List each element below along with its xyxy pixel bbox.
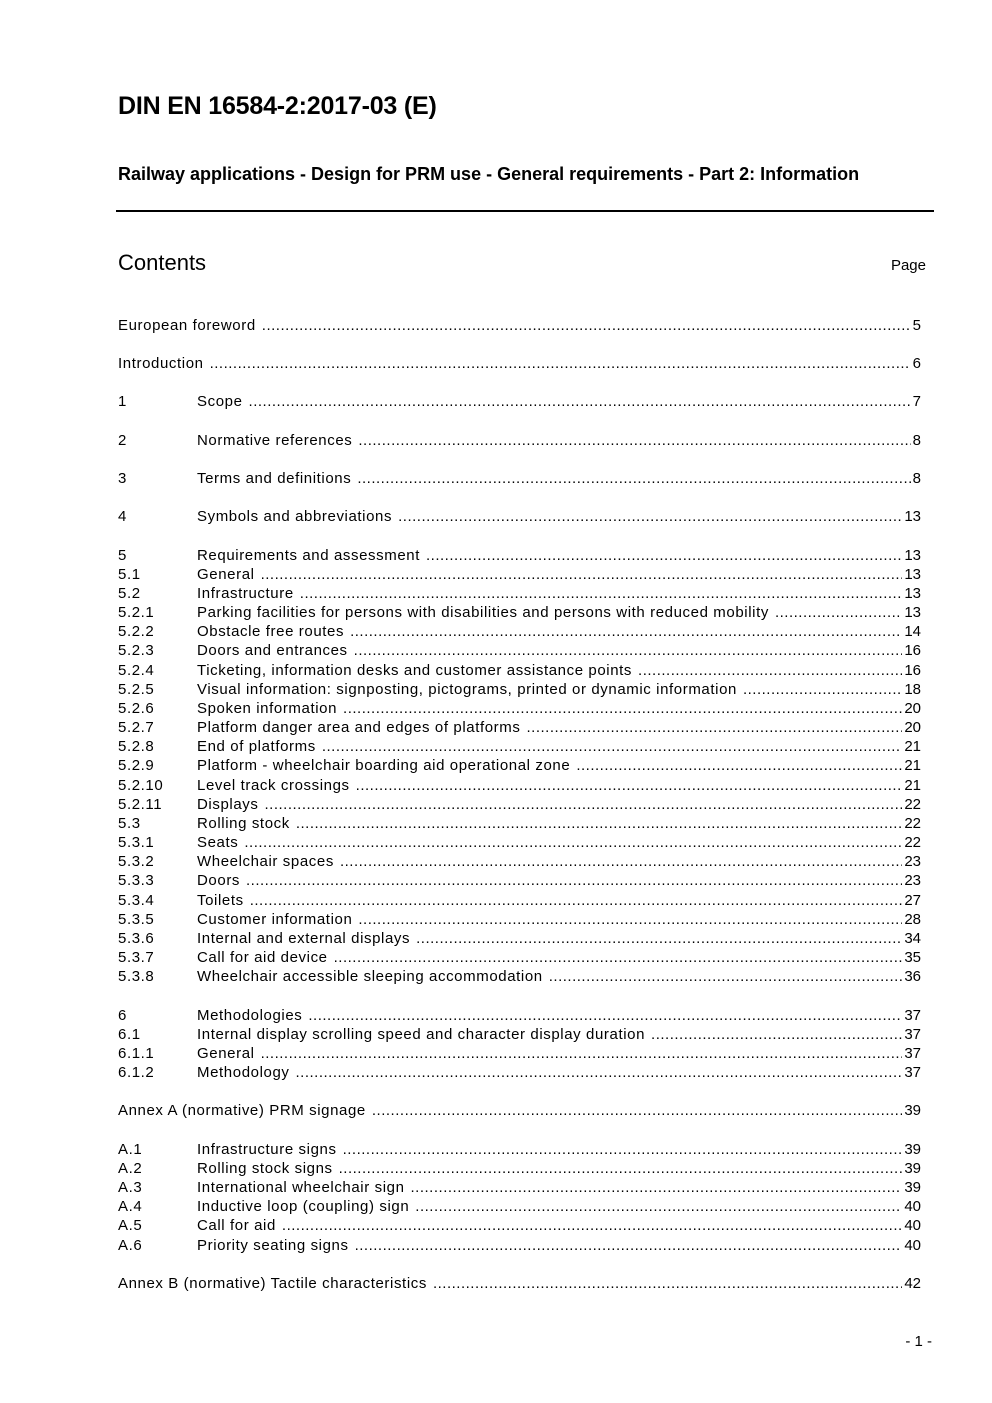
toc-entry-2[interactable] xyxy=(118,431,921,450)
toc-entry-5-3-1[interactable] xyxy=(118,833,921,852)
toc-dot-leader xyxy=(282,1216,902,1235)
toc-entry-number: 6 xyxy=(118,1007,127,1024)
toc-entry-title: Normative references xyxy=(197,432,353,449)
toc-entry-5-3-8[interactable] xyxy=(118,967,921,986)
toc-entry-title: Platform danger area and edges of platforms xyxy=(197,719,521,736)
toc-dot-leader xyxy=(357,469,910,488)
toc-entry-title: Introduction xyxy=(118,355,204,372)
toc-entry-title: Visual information: signposting, pictograms, printed or dynamic information xyxy=(197,681,737,698)
toc-entry-title: General xyxy=(197,566,255,583)
toc-entry-page: 13 xyxy=(904,585,921,602)
toc-entry-5-2-11[interactable] xyxy=(118,795,921,814)
toc-dot-leader xyxy=(340,852,902,871)
toc-entry-page: 5 xyxy=(912,317,921,334)
toc-entry-page: 40 xyxy=(904,1217,921,1234)
toc-entry-title: Infrastructure xyxy=(197,585,294,602)
toc-entry-title: Obstacle free routes xyxy=(197,623,345,640)
toc-dot-leader xyxy=(262,316,911,335)
toc-entry-number: 5.3.3 xyxy=(118,872,155,889)
toc-entry-title: Inductive loop (coupling) sign xyxy=(197,1198,410,1215)
toc-entry-number: 6.1 xyxy=(118,1026,141,1043)
toc-entry-annex-a[interactable] xyxy=(118,1101,921,1120)
toc-entry-number: 5.1 xyxy=(118,566,141,583)
toc-entry-5-2-6[interactable] xyxy=(118,699,921,718)
toc-dot-leader xyxy=(638,661,902,680)
toc-entry-title: Customer information xyxy=(197,911,353,928)
toc-entry-title: Level track crossings xyxy=(197,777,350,794)
toc-entry-title: Infrastructure signs xyxy=(197,1141,337,1158)
toc-entry-page: 20 xyxy=(904,719,921,736)
document-subtitle: Railway applications - Design for PRM use - General requirements - Part 2: Information xyxy=(118,164,860,184)
toc-entry-number: 5.2.8 xyxy=(118,738,155,755)
toc-entry-page: 6 xyxy=(912,355,921,372)
toc-entry-4[interactable] xyxy=(118,507,921,526)
toc-entry-a-6[interactable] xyxy=(118,1236,921,1255)
toc-entry-a-3[interactable] xyxy=(118,1178,921,1197)
toc-entry-5-3-2[interactable] xyxy=(118,852,921,871)
toc-dot-leader xyxy=(411,1178,903,1197)
toc-entry-number: 5.3.1 xyxy=(118,834,155,851)
toc-entry-6-1[interactable] xyxy=(118,1025,921,1044)
toc-entry-5-2-7[interactable] xyxy=(118,718,921,737)
toc-entry-5-2-9[interactable] xyxy=(118,756,921,775)
toc-entry-page: 22 xyxy=(904,834,921,851)
toc-entry-page: 13 xyxy=(904,604,921,621)
toc-entry-page: 8 xyxy=(912,432,921,449)
toc-entry-page: 22 xyxy=(904,815,921,832)
toc-entry-title: International wheelchair sign xyxy=(197,1179,405,1196)
toc-dot-leader xyxy=(433,1274,902,1293)
toc-entry-title: Parking facilities for persons with disabilities and persons with reduced mobility xyxy=(197,604,769,621)
toc-entry-page: 40 xyxy=(904,1237,921,1254)
toc-entry-page: 37 xyxy=(904,1007,921,1024)
toc-entry-page: 39 xyxy=(904,1141,921,1158)
toc-entry-number: 5.3.4 xyxy=(118,892,155,909)
toc-dot-leader xyxy=(416,929,902,948)
toc-entry-number: 1 xyxy=(118,393,127,410)
toc-entry-1[interactable] xyxy=(118,392,921,411)
toc-entry-number: 5.2.10 xyxy=(118,777,164,794)
toc-entry-number: 5.2.2 xyxy=(118,623,155,640)
toc-entry-5-3-7[interactable] xyxy=(118,948,921,967)
toc-entry-5[interactable] xyxy=(118,546,921,565)
page-column-heading: Page xyxy=(890,257,926,274)
toc-dot-leader xyxy=(743,680,902,699)
toc-entry-page: 23 xyxy=(904,872,921,889)
toc-dot-leader xyxy=(296,1063,903,1082)
toc-entry-page: 39 xyxy=(904,1102,921,1119)
toc-dot-leader xyxy=(308,1006,902,1025)
toc-dot-leader xyxy=(334,948,903,967)
toc-entry-page: 39 xyxy=(904,1160,921,1177)
toc-entry-page: 35 xyxy=(904,949,921,966)
toc-dot-leader xyxy=(398,507,902,526)
toc-dot-leader xyxy=(354,641,903,660)
toc-entry-number: 2 xyxy=(118,432,127,449)
toc-entry-page: 14 xyxy=(904,623,921,640)
toc-entry-number: 5.3.5 xyxy=(118,911,155,928)
toc-dot-leader xyxy=(372,1101,902,1120)
toc-dot-leader xyxy=(358,910,902,929)
toc-entry-5-2-2[interactable] xyxy=(118,622,921,641)
toc-entry-title: Platform - wheelchair boarding aid operational zone xyxy=(197,757,571,774)
toc-entry-title: Requirements and assessment xyxy=(197,547,420,564)
toc-entry-a-1[interactable] xyxy=(118,1140,921,1159)
toc-dot-leader xyxy=(651,1025,902,1044)
toc-dot-leader xyxy=(350,622,902,641)
toc-dot-leader xyxy=(775,603,902,622)
toc-entry-5-3-5[interactable] xyxy=(118,910,921,929)
toc-entry-number: A.6 xyxy=(118,1237,143,1254)
toc-entry-page: 7 xyxy=(912,393,921,410)
toc-entry-number: 5.3.2 xyxy=(118,853,155,870)
toc-entry-page: 27 xyxy=(904,892,921,909)
toc-entry-number: 5.3.8 xyxy=(118,968,155,985)
toc-dot-leader xyxy=(250,891,903,910)
toc-entry-page: 28 xyxy=(904,911,921,928)
toc-entry-title: European foreword xyxy=(118,317,256,334)
toc-entry-introduction[interactable] xyxy=(118,354,921,373)
toc-entry-a-4[interactable] xyxy=(118,1197,921,1216)
toc-dot-leader xyxy=(264,795,902,814)
toc-entry-title: Rolling stock signs xyxy=(197,1160,333,1177)
toc-entry-title: General xyxy=(197,1045,255,1062)
toc-entry-title: Spoken information xyxy=(197,700,338,717)
toc-entry-page: 23 xyxy=(904,853,921,870)
toc-entry-number: 5 xyxy=(118,547,127,564)
toc-dot-leader xyxy=(296,814,902,833)
toc-entry-5-3-6[interactable] xyxy=(118,929,921,948)
toc-entry-5-3-3[interactable] xyxy=(118,871,921,890)
toc-entry-title: End of platforms xyxy=(197,738,316,755)
toc-entry-page: 16 xyxy=(904,642,921,659)
toc-entry-page: 18 xyxy=(904,681,921,698)
toc-entry-title: Toilets xyxy=(197,892,244,909)
toc-entry-title: Seats xyxy=(197,834,239,851)
toc-entry-a-5[interactable] xyxy=(118,1216,921,1235)
toc-dot-leader xyxy=(358,431,910,450)
toc-entry-6[interactable] xyxy=(118,1006,921,1025)
toc-entry-title: Scope xyxy=(197,393,243,410)
toc-entry-title: Symbols and abbreviations xyxy=(197,508,393,525)
toc-entry-number: A.2 xyxy=(118,1160,143,1177)
toc-entry-5-2-3[interactable] xyxy=(118,641,921,660)
toc-entry-page: 20 xyxy=(904,700,921,717)
toc-dot-leader xyxy=(343,699,902,718)
toc-dot-leader xyxy=(249,392,911,411)
toc-entry-page: 37 xyxy=(904,1026,921,1043)
toc-entry-5-2-1[interactable] xyxy=(118,603,921,622)
toc-entry-number: A.3 xyxy=(118,1179,143,1196)
toc-dot-leader xyxy=(549,967,903,986)
toc-entry-page: 40 xyxy=(904,1198,921,1215)
toc-entry-5-3[interactable] xyxy=(118,814,921,833)
toc-dot-leader xyxy=(300,584,903,603)
toc-entry-page: 16 xyxy=(904,662,921,679)
toc-entry-5-1[interactable] xyxy=(118,565,921,584)
toc-entry-number: A.4 xyxy=(118,1198,143,1215)
toc-entry-6-1-1[interactable] xyxy=(118,1044,921,1063)
footer-page-number: - 1 - xyxy=(905,1333,932,1350)
toc-entry-number: 5.2.11 xyxy=(118,796,163,813)
toc-entry-title: Doors and entrances xyxy=(197,642,348,659)
toc-entry-title: Ticketing, information desks and customer assistance points xyxy=(197,662,633,679)
toc-entry-number: 5.2.5 xyxy=(118,681,155,698)
toc-entry-5-2[interactable] xyxy=(118,584,921,603)
toc-entry-6-1-2[interactable] xyxy=(118,1063,921,1082)
toc-entry-title: Wheelchair spaces xyxy=(197,853,334,870)
toc-entry-title: Annex B (normative) Tactile characteristics xyxy=(118,1275,427,1292)
toc-entry-european-foreword[interactable] xyxy=(118,316,921,335)
toc-entry-number: 4 xyxy=(118,508,127,525)
toc-entry-number: 5.2.3 xyxy=(118,642,155,659)
toc-dot-leader xyxy=(343,1140,903,1159)
toc-entry-number: 6.1.1 xyxy=(118,1045,155,1062)
toc-entry-page: 37 xyxy=(904,1045,921,1062)
toc-entry-page: 13 xyxy=(904,566,921,583)
toc-entry-number: 5.2.4 xyxy=(118,662,155,679)
toc-dot-leader xyxy=(415,1197,902,1216)
toc-entry-number: 5.2 xyxy=(118,585,141,602)
toc-entry-page: 36 xyxy=(904,968,921,985)
toc-entry-number: 6.1.2 xyxy=(118,1064,155,1081)
toc-entry-title: Displays xyxy=(197,796,259,813)
toc-dot-leader xyxy=(426,546,902,565)
toc-dot-leader xyxy=(355,1236,903,1255)
toc-entry-title: Internal display scrolling speed and character display duration xyxy=(197,1026,646,1043)
toc-entry-page: 34 xyxy=(904,930,921,947)
toc-dot-leader xyxy=(244,833,902,852)
toc-entry-5-2-4[interactable] xyxy=(118,661,921,680)
toc-entry-number: 5.2.1 xyxy=(118,604,155,621)
contents-heading: Contents xyxy=(118,250,207,275)
document-title: DIN EN 16584-2:2017-03 (E) xyxy=(118,92,437,120)
toc-dot-leader xyxy=(356,776,903,795)
toc-entry-number: 3 xyxy=(118,470,127,487)
toc-entry-page: 21 xyxy=(904,777,921,794)
toc-entry-page: 37 xyxy=(904,1064,921,1081)
toc-entry-title: Priority seating signs xyxy=(197,1237,349,1254)
toc-entry-annex-b[interactable] xyxy=(118,1274,921,1293)
toc-entry-title: Rolling stock xyxy=(197,815,290,832)
toc-entry-5-2-5[interactable] xyxy=(118,680,921,699)
toc-entry-title: Call for aid xyxy=(197,1217,276,1234)
toc-entry-a-2[interactable] xyxy=(118,1159,921,1178)
toc-entry-title: Methodology xyxy=(197,1064,290,1081)
toc-entry-number: 5.2.7 xyxy=(118,719,155,736)
toc-dot-leader xyxy=(339,1159,903,1178)
toc-entry-title: Methodologies xyxy=(197,1007,303,1024)
toc-entry-page: 21 xyxy=(904,738,921,755)
toc-entry-5-2-8[interactable] xyxy=(118,737,921,756)
title-divider xyxy=(116,210,934,212)
toc-entry-title: Terms and definitions xyxy=(197,470,352,487)
toc-entry-page: 13 xyxy=(904,547,921,564)
toc-entry-title: Call for aid device xyxy=(197,949,328,966)
toc-entry-5-3-4[interactable] xyxy=(118,891,921,910)
toc-entry-3[interactable] xyxy=(118,469,921,488)
toc-dot-leader xyxy=(261,1044,903,1063)
toc-entry-page: 8 xyxy=(912,470,921,487)
toc-entry-title: Internal and external displays xyxy=(197,930,411,947)
toc-dot-leader xyxy=(246,871,902,890)
toc-entry-title: Doors xyxy=(197,872,241,889)
toc-entry-number: A.5 xyxy=(118,1217,143,1234)
toc-entry-number: 5.2.6 xyxy=(118,700,155,717)
toc-entry-page: 13 xyxy=(904,508,921,525)
toc-entry-number: 5.2.9 xyxy=(118,757,155,774)
toc-entry-number: 5.3.7 xyxy=(118,949,155,966)
toc-dot-leader xyxy=(526,718,902,737)
toc-entry-number: 5.3 xyxy=(118,815,141,832)
toc-dot-leader xyxy=(576,756,902,775)
toc-dot-leader xyxy=(210,354,911,373)
toc-entry-page: 42 xyxy=(904,1275,921,1292)
toc-entry-page: 39 xyxy=(904,1179,921,1196)
toc-dot-leader xyxy=(322,737,902,756)
toc-entry-number: A.1 xyxy=(118,1141,143,1158)
toc-entry-page: 22 xyxy=(904,796,921,813)
toc-entry-5-2-10[interactable] xyxy=(118,776,921,795)
toc-entry-title: Wheelchair accessible sleeping accommodation xyxy=(197,968,543,985)
toc-entry-page: 21 xyxy=(904,757,921,774)
toc-entry-number: 5.3.6 xyxy=(118,930,155,947)
toc-dot-leader xyxy=(261,565,903,584)
toc-entry-title: Annex A (normative) PRM signage xyxy=(118,1102,366,1119)
